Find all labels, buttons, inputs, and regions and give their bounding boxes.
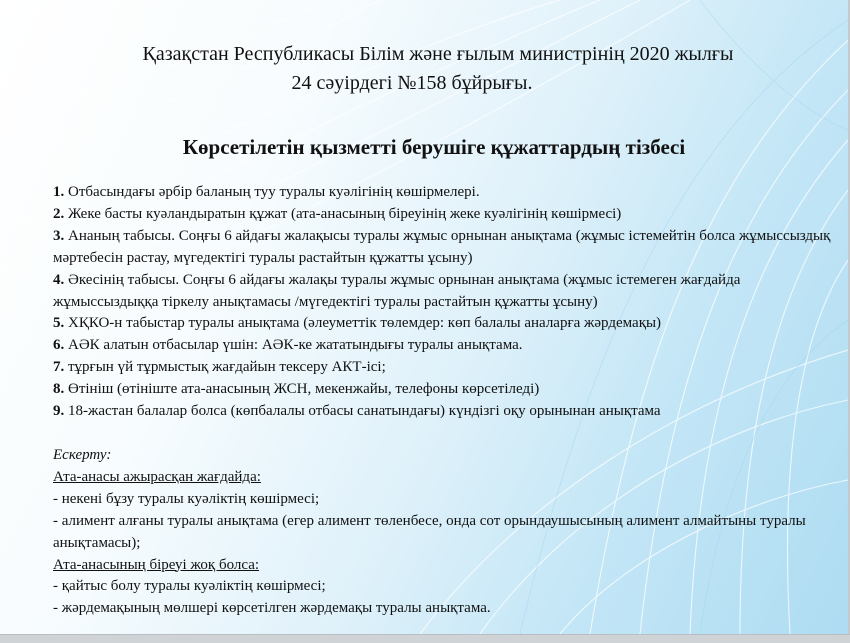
note-label: Ескерту: bbox=[53, 446, 112, 463]
item-text: тұрғын үй тұрмыстық жағдайын тексеру АКТ-ісі; bbox=[64, 359, 386, 376]
item-number: 6. bbox=[53, 337, 65, 354]
note-item: - жәрдемақының мөлшері көрсетілген жәрдемақы туралы анықтама. bbox=[53, 600, 491, 617]
item-text: Әкесінің табысы. Соңғы 6 айдағы жалақы туралы жұмыс орнынан анықтама (жұмыс істемеген жағдайда жұмыссыздыққа тіркелу анықтамасы /мүгедектігі туралы растайтын құжатты ұсыну) bbox=[53, 271, 741, 310]
list-item bbox=[53, 226, 833, 270]
list-item bbox=[53, 204, 833, 226]
divorce-case-heading: Ата-анасы ажырасқан жағдайда: bbox=[53, 468, 261, 485]
item-number: 1. bbox=[53, 184, 65, 200]
document-list-title: Көрсетілетін қызметті берушіге құжаттардың тізбесі bbox=[182, 135, 686, 159]
note-item: - қайтыс болу туралы куәліктің көшірмесі; bbox=[53, 578, 326, 595]
item-number: 8. bbox=[53, 381, 65, 398]
item-text: Отбасындағы әрбір баланың туу туралы куәлігінің көшірмелері. bbox=[64, 184, 480, 200]
order-title-line-2: 24 сәуірдегі №158 бұйрығы. bbox=[291, 72, 533, 94]
item-number: 2. bbox=[53, 205, 65, 222]
item-number: 3. bbox=[53, 227, 65, 244]
document-list bbox=[53, 182, 833, 423]
document-list-content bbox=[53, 182, 833, 620]
note-item: - алимент алғаны туралы анықтама (егер алимент төленбесе, онда сот орындаушысының алимент алмайтыны туралы анықтамасы); bbox=[53, 512, 806, 551]
note-section bbox=[53, 445, 833, 620]
item-text: Өтініш (өтініште ата-анасының ЖСН, мекенжайы, телефоны көрсетіледі) bbox=[64, 381, 540, 398]
item-text: Ананың табысы. Соңғы 6 айдағы жалақысы туралы жұмыс орнынан анықтама (жұмыс істемейтін болса жұмыссыздық мәртебесін растау, мүгедектігі туралы растайтын құжатты ұсыну) bbox=[53, 227, 831, 266]
list-item bbox=[53, 379, 833, 401]
list-item bbox=[53, 335, 833, 357]
item-text: Жеке басты куәландыратын құжат (ата-анасының біреуінің жеке куәлігінің көшірмесі) bbox=[64, 205, 622, 222]
note-item: - некені бұзу туралы куәліктің көшірмесі; bbox=[53, 490, 320, 507]
single-parent-case-heading: Ата-анасының біреуі жоқ болса: bbox=[53, 556, 260, 573]
list-item bbox=[53, 182, 833, 204]
order-title-line-1: Қазақстан Республикасы Білім және ғылым министрінің 2020 жылғы bbox=[142, 43, 734, 65]
item-text: 18-жастан балалар болса (көпбалалы отбасы санатындағы) күндізгі оқу орынынан анықтама bbox=[64, 403, 661, 420]
item-number: 4. bbox=[53, 271, 65, 288]
list-item bbox=[53, 357, 833, 379]
item-number: 5. bbox=[53, 315, 65, 332]
item-number: 7. bbox=[53, 359, 65, 376]
item-text: АӘК алатын отбасылар үшін: АӘК-ке жататындығы туралы анықтама. bbox=[64, 337, 523, 354]
list-item bbox=[53, 270, 833, 314]
list-item bbox=[53, 313, 833, 335]
item-text: ХҚКО-н табыстар туралы анықтама (әлеуметтік төлемдер: көп балалы аналарға жәрдемақы) bbox=[64, 315, 662, 332]
list-item bbox=[53, 401, 833, 423]
item-number: 9. bbox=[53, 403, 65, 420]
